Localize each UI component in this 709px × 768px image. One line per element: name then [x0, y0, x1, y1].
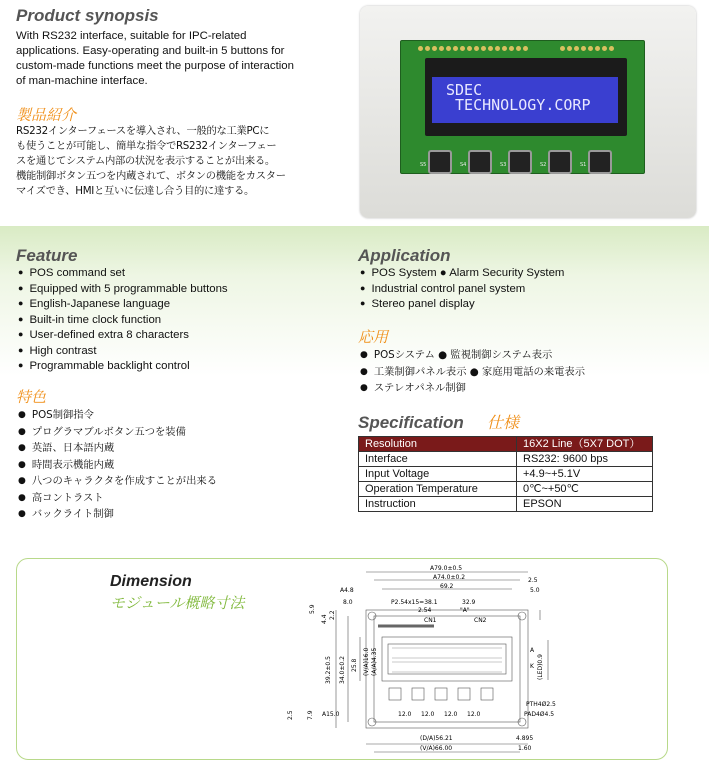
- dim-button: [458, 688, 470, 700]
- connector-pin: [453, 46, 458, 51]
- list-item: ● 英語、日本語内蔵: [18, 441, 217, 458]
- spec-key: Operation Temperature: [359, 482, 517, 497]
- connector-pin: [509, 46, 514, 51]
- synopsis-jp-line: RS232インターフェースを導入され、一般的な工業PCに: [16, 125, 270, 137]
- list-item: ● English-Japanese language: [18, 297, 228, 313]
- connector-pin: [595, 46, 600, 51]
- synopsis-line: With RS232 interface, suitable for IPC-related: [16, 30, 247, 42]
- list-item: ● Stereo panel display: [360, 297, 564, 313]
- connector-pin: [523, 46, 528, 51]
- dim-label: PTH4Ø2.5: [526, 701, 556, 708]
- connector-pin: [418, 46, 423, 51]
- dim-label: 12.0: [467, 711, 481, 718]
- list-item: ● POS制御指令: [18, 408, 217, 425]
- synopsis-title-jp: 製品紹介: [16, 106, 77, 124]
- dim-label: (D/A)56.21: [420, 735, 453, 742]
- synopsis-title-en: Product synopsis: [16, 6, 159, 25]
- dim-label: CN1: [424, 617, 437, 624]
- dim-label: A4.8: [340, 587, 354, 594]
- synopsis-line: of man-machine interface.: [16, 75, 148, 87]
- dimension-title-jp: モジュール概略寸法: [110, 594, 245, 612]
- feature-title-jp: 特色: [16, 388, 47, 406]
- dim-label: P2.54x15=38.1: [391, 599, 438, 606]
- connector-pin: [502, 46, 507, 51]
- dim-label: 2.5: [287, 710, 294, 720]
- spec-key: Input Voltage: [359, 467, 517, 482]
- list-item: ● 高コントラスト: [18, 491, 217, 508]
- dim-label: 4.4: [321, 614, 328, 624]
- dim-label: A79.0±0.5: [430, 565, 463, 572]
- list-item: ● Built-in time clock function: [18, 313, 228, 329]
- dim-label: A15.0: [322, 711, 340, 718]
- list-item: ● 八つのキャラクタを作成すことが出来る: [18, 474, 217, 491]
- spec-value: RS232: 9600 bps: [517, 452, 653, 467]
- dim-label: 2.54: [418, 607, 432, 614]
- application-title-en: Application: [358, 246, 451, 265]
- spec-value: EPSON: [517, 497, 653, 512]
- synopsis-line: custom-made functions meet the purpose of interaction: [16, 60, 294, 72]
- button-label: S4: [460, 162, 467, 168]
- dim-label: 5.9: [309, 604, 316, 614]
- synopsis-jp-line: スを通じてシステム内部の状況を表示することが出来る。: [16, 155, 275, 167]
- list-item: ● Industrial control panel system: [360, 282, 564, 298]
- dim-button: [389, 688, 401, 700]
- dim-label: A: [530, 647, 535, 654]
- feature-title-en: Feature: [16, 246, 78, 265]
- specification-title-jp: 仕様: [486, 413, 519, 432]
- dim-label: 1.60: [518, 745, 532, 752]
- dim-label: 12.0: [421, 711, 435, 718]
- connector-pin: [602, 46, 607, 51]
- dim-label: 7.9: [307, 710, 314, 720]
- dim-label: 4.895: [516, 735, 534, 742]
- list-item: ● POS System ● Alarm Security System: [360, 266, 564, 282]
- connector-pin: [516, 46, 521, 51]
- spec-key: Instruction: [359, 497, 517, 512]
- button-label: S1: [580, 162, 587, 168]
- list-item: ● バックライト制御: [18, 507, 217, 524]
- dimension-title-en: Dimension: [110, 573, 192, 590]
- dim-label: PAD4Ø4.5: [524, 711, 555, 718]
- list-item: ● ステレオパネル制御: [360, 381, 585, 398]
- spec-key: Resolution: [359, 437, 517, 452]
- viewing-area-outline: [388, 644, 506, 674]
- synopsis-jp-line: 機能制御ボタン五つを内蔵されて、ボタンの機能をカスター: [16, 170, 286, 182]
- spec-value: 16X2 Line（5X7 DOT）: [517, 437, 653, 452]
- dim-button: [412, 688, 424, 700]
- dim-label: 12.0: [398, 711, 412, 718]
- list-item: ● User-defined extra 8 characters: [18, 328, 228, 344]
- connector-pin: [581, 46, 586, 51]
- button-label: S2: [540, 162, 547, 168]
- dim-label: 12.0: [444, 711, 458, 718]
- module-inner-outline: [374, 616, 520, 722]
- spec-value: +4.9~+5.1V: [517, 467, 653, 482]
- list-item: ● Programmable backlight control: [18, 359, 228, 375]
- connector-pin: [567, 46, 572, 51]
- connector-pin: [495, 46, 500, 51]
- dim-label: 32.9: [462, 599, 476, 606]
- dim-label: A74.0±0.2: [433, 574, 466, 581]
- connector-pin: [467, 46, 472, 51]
- dim-label: CN2: [474, 617, 487, 624]
- list-item: ● 時間表示機能内蔵: [18, 458, 217, 475]
- specification-title-en: Specification: [358, 413, 464, 432]
- dim-label: 34.0±0.2: [339, 656, 346, 684]
- synopsis-jp-line: も使うことが可能し、簡単な指令でRS232インターフェー: [16, 140, 277, 152]
- lcd-line-2: TECHNOLOGY.CORP: [446, 96, 591, 114]
- dim-label: 69.2: [440, 583, 454, 590]
- connector-pin: [574, 46, 579, 51]
- connector-pin: [474, 46, 479, 51]
- dim-label: 39.2±0.5: [325, 656, 332, 684]
- dim-label: 2.2: [329, 610, 336, 620]
- dim-label: (A/A)4.35: [371, 647, 378, 676]
- dim-label: "A": [460, 607, 470, 614]
- synopsis-jp-line: マイズでき、HMIと互いに伝達し合う目的に達する。: [16, 185, 254, 197]
- connector-pin: [432, 46, 437, 51]
- connector-pin: [488, 46, 493, 51]
- dim-label: (V/A)66.00: [420, 745, 453, 752]
- dim-label: (LED)0.9: [537, 654, 544, 680]
- dim-label: 2.5: [528, 577, 538, 584]
- application-title-jp: 応用: [358, 328, 389, 346]
- dim-button: [481, 688, 493, 700]
- connector-pin: [609, 46, 614, 51]
- list-item: ● POSシステム ● 監視制御システム表示: [360, 348, 585, 365]
- lcd-line-1: SDEC: [446, 81, 483, 99]
- list-item: ● POS command set: [18, 266, 228, 282]
- connector-pin: [460, 46, 465, 51]
- char-cells: [392, 648, 502, 672]
- connector-pin: [439, 46, 444, 51]
- dim-label: 25.8: [351, 658, 358, 672]
- connector-pin: [425, 46, 430, 51]
- dim-button: [435, 688, 447, 700]
- dim-label: (V/A)16.0: [363, 647, 370, 676]
- connector-pin: [446, 46, 451, 51]
- list-item: ● Equipped with 5 programmable buttons: [18, 282, 228, 298]
- spec-value: 0℃~+50℃: [517, 482, 653, 497]
- list-item: ● プログラマブルボタン五つを装備: [18, 425, 217, 442]
- list-item: ● 工業制御パネル表示 ● 家庭用電話の来電表示: [360, 365, 585, 382]
- connector-pin: [560, 46, 565, 51]
- dim-label: 8.0: [343, 599, 353, 606]
- dim-label: 5.0: [530, 587, 540, 594]
- synopsis-line: applications. Easy-operating and built-in 5 buttons for: [16, 45, 285, 57]
- list-item: ● High contrast: [18, 344, 228, 360]
- button-label: S5: [420, 162, 427, 168]
- connector-pin: [588, 46, 593, 51]
- connector-pin: [481, 46, 486, 51]
- dim-label: K: [530, 663, 534, 670]
- spec-key: Interface: [359, 452, 517, 467]
- lcd-window-outline: [382, 637, 512, 681]
- button-label: S3: [500, 162, 507, 168]
